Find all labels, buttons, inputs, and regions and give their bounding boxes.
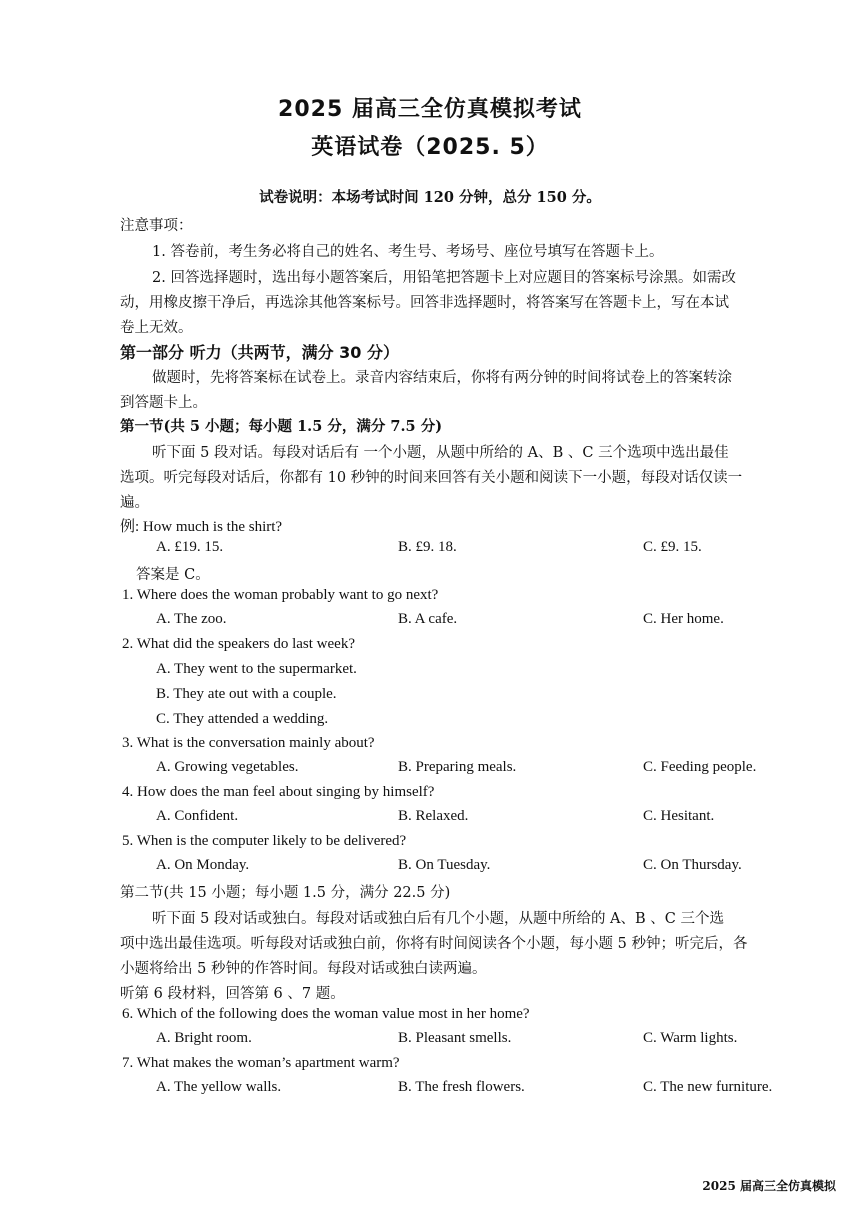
q4-option-a: A. Confident. (156, 808, 239, 824)
q5-option-a: A. On Monday. (156, 857, 250, 873)
question-3: 3. What is the conversation mainly about? (122, 735, 375, 751)
part1-intro-line-2: 到答题卡上。 (120, 395, 207, 411)
q3-option-b: B. Preparing meals. (398, 759, 517, 775)
question-4: 4. How does the man feel about singing by himself? (122, 784, 435, 800)
example-option-a: A. £19. 15. (156, 539, 224, 555)
q2-option-c: C. They attended a wedding. (156, 711, 329, 727)
exam-title: 2025 届高三全仿真模拟考试 (278, 97, 582, 122)
q6-option-c: C. Warm lights. (643, 1030, 738, 1046)
example-option-b: B. £9. 18. (398, 539, 457, 555)
q1-option-c: C. Her home. (643, 611, 724, 627)
q4-option-b: B. Relaxed. (398, 808, 469, 824)
section1-intro-line-3: 遍。 (120, 495, 149, 511)
q2-option-a: A. They went to the supermarket. (156, 661, 357, 677)
page-footer: 2025 届高三全仿真模拟 (702, 1179, 836, 1193)
part1-heading: 第一部分 听力（共两节，满分 30 分） (120, 343, 399, 362)
section2-intro-line-2: 项中选出最佳选项。听每段对话或独白前，你将有时间阅读各个小题，每小题 5 秒钟；听完后，各 (120, 936, 748, 952)
q3-option-c: C. Feeding people. (643, 759, 757, 775)
question-5: 5. When is the computer likely to be delivered? (122, 833, 407, 849)
q2-option-b: B. They ate out with a couple. (156, 686, 337, 702)
section1-heading: 第一节(共 5 小题；每小题 1.5 分，满分 7.5 分) (120, 418, 443, 435)
example-option-c: C. £9. 15. (643, 539, 702, 555)
q5-option-c: C. On Thursday. (643, 857, 742, 873)
exam-note: 试卷说明：本场考试时间 120 分钟，总分 150 分。 (259, 189, 601, 206)
instruction-item-2-line-3: 卷上无效。 (120, 320, 193, 336)
q1-option-b: B. A cafe. (398, 611, 458, 627)
section2-intro-line-3: 小题将给出 5 秒钟的作答时间。每段对话或独白读两遍。 (120, 961, 487, 977)
instruction-item-2-line-2: 动，用橡皮擦干净后，再选涂其他答案标号。回答非选择题时，将答案写在答题卡上，写在本试 (120, 295, 729, 311)
q4-option-c: C. Hesitant. (643, 808, 715, 824)
part1-intro-line-1: 做题时，先将答案标在试卷上。录音内容结束后，你将有两分钟的时间将试卷上的答案转涂 (152, 370, 732, 386)
section2-intro-line-1: 听下面 5 段对话或独白。每段对话或独白后有几个小题，从题中所给的 A、B 、C 三个选 (152, 911, 724, 927)
q7-option-b: B. The fresh flowers. (398, 1079, 525, 1095)
example-answer: 答案是 C。 (136, 567, 210, 583)
q6-option-b: B. Pleasant smells. (398, 1030, 512, 1046)
section2-heading: 第二节(共 15 小题；每小题 1.5 分，满分 22.5 分) (120, 885, 451, 901)
instruction-item-2-line-1: 2. 回答选择题时，选出每小题答案后，用铅笔把答题卡上对应题目的答案标号涂黑。如需改 (152, 270, 736, 286)
q6-option-a: A. Bright room. (156, 1030, 252, 1046)
question-6: 6. Which of the following does the woman value most in her home? (122, 1006, 530, 1022)
q3-option-a: A. Growing vegetables. (156, 759, 299, 775)
section2-material: 听第 6 段材料，回答第 6 、7 题。 (120, 986, 345, 1002)
q5-option-b: B. On Tuesday. (398, 857, 491, 873)
instruction-item-1: 1. 答卷前，考生务必将自己的姓名、考生号、考场号、座位号填写在答题卡上。 (152, 244, 664, 260)
example-question: 例: How much is the shirt? (120, 519, 283, 535)
q7-option-a: A. The yellow walls. (156, 1079, 282, 1095)
section1-intro-line-1: 听下面 5 段对话。每段对话后有 一个小题，从题中所给的 A、B 、C 三个选项中选出最佳 (152, 445, 729, 461)
section1-intro-line-2: 选项。听完每段对话后，你都有 10 秒钟的时间来回答有关小题和阅读下一小题，每段对话仅读一 (120, 470, 743, 486)
q1-option-a: A. The zoo. (156, 611, 227, 627)
question-7: 7. What makes the woman’s apartment warm? (122, 1055, 400, 1071)
question-2: 2. What did the speakers do last week? (122, 636, 355, 652)
exam-subtitle: 英语试卷（2025. 5） (311, 135, 549, 160)
q7-option-c: C. The new furniture. (643, 1079, 773, 1095)
instructions-heading: 注意事项： (120, 218, 193, 234)
question-1: 1. Where does the woman probably want to go next? (122, 587, 439, 603)
